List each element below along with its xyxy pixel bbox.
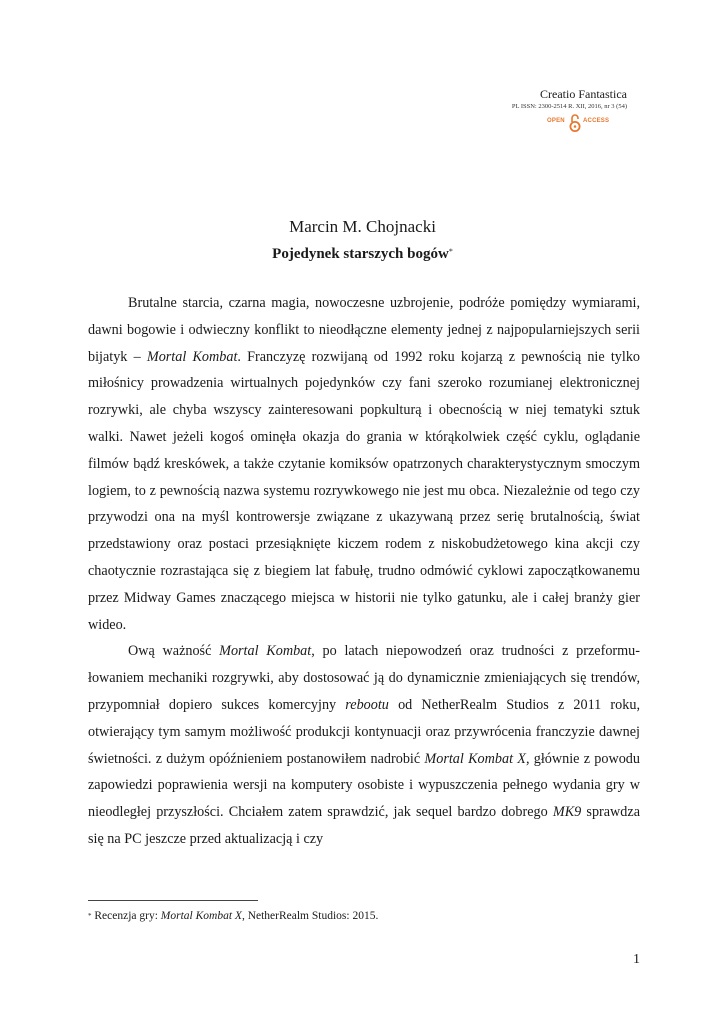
page-number: 1 xyxy=(633,952,640,967)
footnote-mark: * xyxy=(88,912,92,920)
text-run: . Franczyzę rozwijaną od 1992 roku kojarzą z pewnością nie tylko miłośnicy prowadzenia wirtualnych pojedynków czy fani szeroko rozumianej elektronicznej rozrywki, ale chyba wszyscy zainteresowani popkulturą i obecnością w niej tematyki sztuk walki. Nawet jeżeli kogoś ominęła okazja do grania w którąkolwiek część cyklu, oglądanie filmów bądź kreskówek, a także czytanie komiksów opatrzonych charakterystycznym smoczym logiem, to z pewnością nazwa systemu rozrywkowego nie jest mu obca. Niezależnie od tego czy przywodzi ona na myśl kontrowersje związane z ukazywaną przez serię brutalnością, świat przedstawiony oraz postaci przesiąknięte kiczem rodem z niskobudżetowego kina akcji czy chaotycznie rozrastająca się z biegiem lat fabułę, trudno odmówić cyklowi zapoczątkowanemu przez Midway Games znaczącego miejsca w historii nie tylko gatunku, ale i całej branży gier wideo. xyxy=(88,348,641,633)
italic-run: Mortal Kombat X xyxy=(160,910,242,922)
text-run: Brutalne starcia, czarna magia, nowoczesne uzbrojenie, podróże pomiędzy wymiarami, dawni bogowie i odwieczny konflikt to nieodłączne elementy jednej z najpopularniejszych serii bijatyk – xyxy=(88,295,640,365)
italic-run: Mortal Kombat xyxy=(146,348,238,365)
text-run: od NetherRealm Studios z 2011 roku, otwierający tym samym możliwość produkcji kontynuacji oraz przywrócenia franczyzie dawnej świetności. z dużym opóźnieniem postanowiłem nadrobić xyxy=(88,696,640,767)
open-access-access-label: ACCESS xyxy=(583,118,610,124)
open-access-open-label: OPEN xyxy=(547,118,565,124)
article-title-text: Pojedynek starszych bogów xyxy=(272,246,449,262)
footnote-text xyxy=(92,910,379,922)
article-author: Marcin M. Chojnacki xyxy=(289,217,436,236)
text-run: , głównie z powodu zapowiedzi poprawienia wersji na komputery osobiste i wypuszczenia pełnego wydania gry w nieodległej przyszłości. Chciałem zatem sprawdzić, jak sequel bardzo dobrego xyxy=(88,750,640,821)
text-run: , NetherRealm Studios: 2015. xyxy=(241,910,379,922)
paragraph-1 xyxy=(88,290,640,638)
italic-run: rebootu xyxy=(345,696,389,713)
text-run: Ową ważność xyxy=(128,643,220,660)
italic-run: MK9 xyxy=(552,804,582,821)
journal-title: Creatio Fantastica xyxy=(540,87,627,101)
open-access-logo xyxy=(547,113,617,133)
text-run: , po latach niepowodzeń oraz trudności z przeformułowaniem mechaniki rozgrywki, aby dostosować ją do dynamicznie zmieniających się trendów, przypomniał dopiero sukces komercyjny xyxy=(88,643,640,713)
open-lock-icon xyxy=(569,113,581,133)
text-run: Recenzja gry: xyxy=(91,910,161,922)
journal-header xyxy=(512,87,627,111)
title-footnote-mark: * xyxy=(448,247,453,256)
italic-run: Mortal Kombat X xyxy=(424,750,526,767)
paragraph-2 xyxy=(88,638,640,852)
footnote-rule xyxy=(88,900,258,901)
article-body xyxy=(88,290,640,853)
text-run: sprawdza się na PC jeszcze przed aktualizacją i czy xyxy=(88,804,640,847)
article-title xyxy=(0,244,725,264)
footnote xyxy=(88,909,378,923)
journal-issn: PL ISSN: 2300-2514 R. XII, 2016, nr 3 (54) xyxy=(511,103,627,110)
italic-run: Mortal Kombat xyxy=(219,643,312,660)
